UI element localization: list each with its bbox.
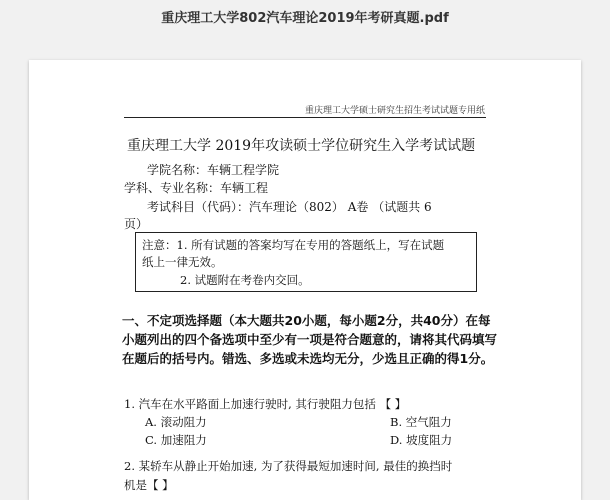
subject-line-continued: 页） [124, 217, 149, 231]
question-1: 1. 汽车在水平路面上加速行驶时, 其行驶阻力包括 【 】 [124, 397, 407, 411]
pdf-page[interactable] [29, 60, 581, 500]
notice-box [135, 232, 477, 292]
notice-line-1: 注意：1. 所有试题的答案均写在专用的答题纸上，写在试题 [142, 238, 445, 252]
question-1-option-b: B. 空气阻力 [390, 415, 452, 429]
subject-line: 考试科目（代码）：汽车理论（802） A卷 （试题共 6 [147, 200, 432, 214]
question-1-option-a: A. 滚动阻力 [145, 415, 207, 429]
section-1-heading: 一、不定项选择题（本大题共20小题，每小题2分，共40分）在每小题列出的四个备选项中至少有一项是符合题意的，请将其代码填写在题后的括号内。错选、多选或未选均无分，少选且正确的得1分。 [122, 313, 498, 366]
college-line: 学院名称：车辆工程学院 [147, 163, 280, 177]
header-rule [124, 117, 486, 118]
viewer-title-bar [0, 0, 610, 32]
question-2-line-1: 2. 某轿车从静止开始加速, 为了获得最短加速时间, 最佳的换挡时 [124, 459, 453, 473]
exam-title: 重庆理工大学 2019年攻读硕士学位研究生入学考试试题 [127, 138, 476, 154]
major-line: 学科、专业名称：车辆工程 [124, 181, 269, 195]
question-2-line-2: 机是【 】 [124, 478, 174, 492]
notice-line-3: 2. 试题附在考卷内交回。 [180, 273, 310, 287]
file-name: 重庆理工大学802汽车理论2019年考研真题.pdf [161, 10, 449, 26]
notice-line-2: 纸上一律无效。 [142, 255, 223, 269]
page-header-label: 重庆理工大学硕士研究生招生考试试题专用纸 [304, 106, 485, 116]
question-1-option-d: D. 坡度阻力 [390, 433, 453, 447]
question-1-option-c: C. 加速阻力 [145, 433, 207, 447]
